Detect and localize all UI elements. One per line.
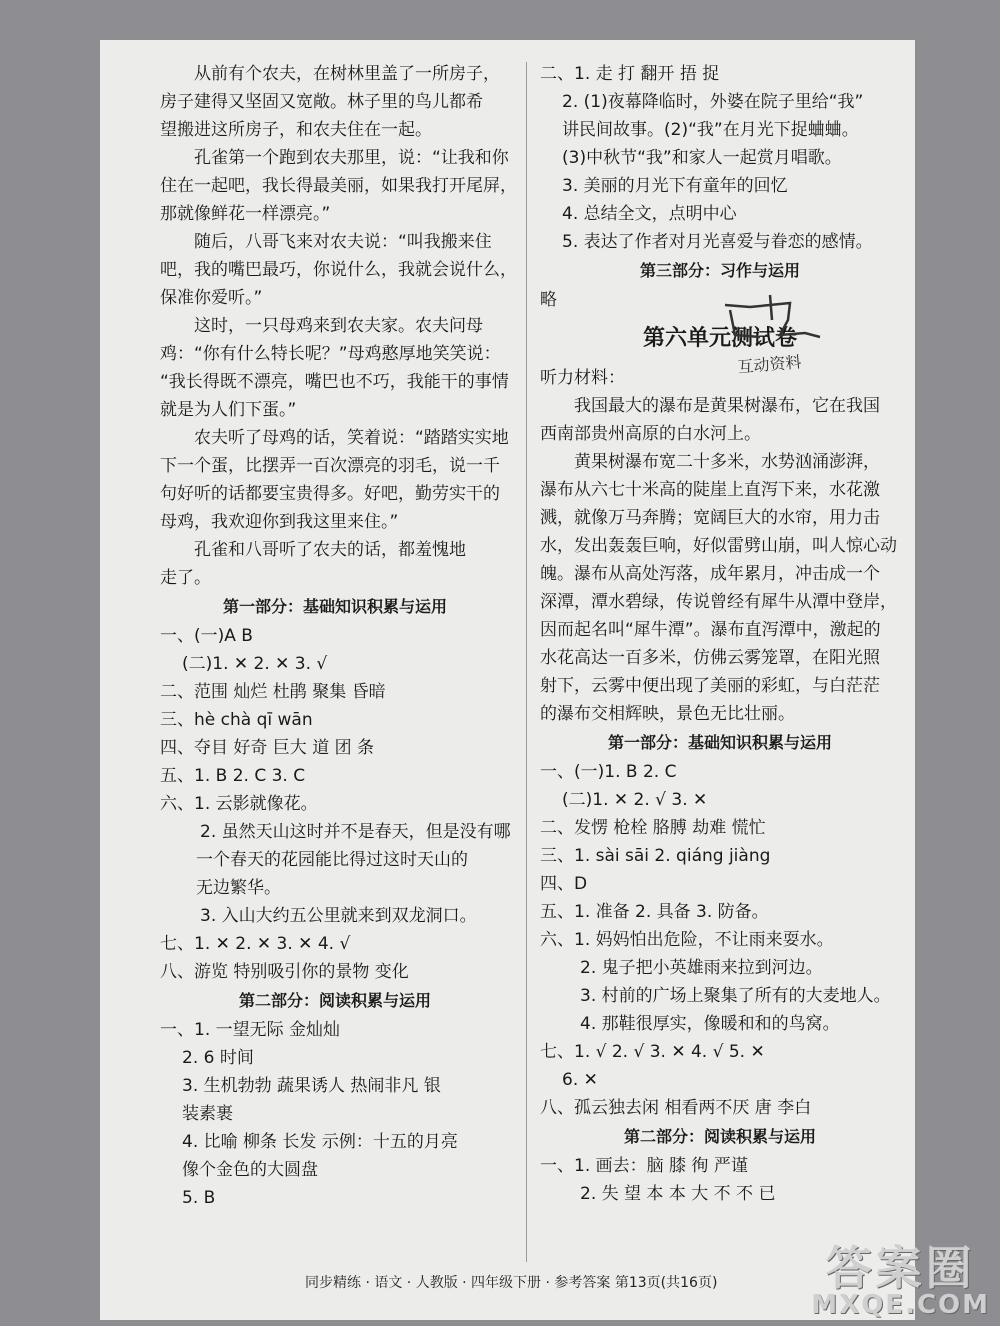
- text-line: 一、1. 画去：脑 膝 徇 严谨: [540, 1156, 748, 1176]
- section-heading: 第二部分：阅读积累与运用: [623, 1127, 816, 1146]
- text-line: 八、游览 特别吸引你的景物 变化: [160, 962, 409, 982]
- text-line: 2. 鬼子把小英雄雨来拉到河边。: [580, 958, 823, 978]
- text-line: 2. (1)夜幕降临时，外婆在院子里给“我”: [562, 92, 864, 112]
- right-column: [540, 60, 900, 1208]
- text-line: 吧，我的嘴巴最巧，你说什么，我就会说什么，: [160, 260, 517, 280]
- text-line: 瀑布从六七十米高的陡崖上直泻下来，水花激: [540, 480, 880, 500]
- text-line: 5. 表达了作者对月光喜爱与眷恋的感情。: [562, 232, 873, 252]
- text-line: 因而起名叫“犀牛潭”。瀑布直泻潭中，激起的: [540, 620, 881, 640]
- text-line: 水花高达一百多米，仿佛云雾笼罩，在阳光照: [540, 648, 880, 668]
- text-line: 这时，一只母鸡来到农夫家。农夫问母: [194, 316, 483, 336]
- text-line: 望搬进这所房子，和农夫住在一起。: [160, 120, 432, 140]
- text-line: (3)中秋节“我”和家人一起赏月唱歌。: [562, 148, 842, 168]
- text-line: 一、(一)A B: [160, 626, 253, 646]
- text-line: 溅，就像万马奔腾；宽阔巨大的水帘，用力击: [540, 508, 880, 528]
- text-line: 保准你爱听。”: [160, 288, 263, 308]
- text-line: 五、1. 准备 2. 具备 3. 防备。: [540, 902, 769, 922]
- text-line: 6. ✕: [562, 1070, 598, 1090]
- text-line: 3. 美丽的月光下有童年的回忆: [562, 176, 788, 196]
- text-line: (二)1. ✕ 2. ✕ 3. √: [182, 654, 328, 674]
- unit-title: 第六单元测试卷: [642, 326, 797, 351]
- text-line: 2. 6 时间: [182, 1048, 254, 1068]
- text-line: 住在一起吧，我长得最美丽，如果我打开尾屏，: [160, 176, 517, 196]
- text-line: 3. 生机勃勃 蔬果诱人 热闹非凡 银: [182, 1076, 441, 1096]
- text-line: 装素裹: [182, 1104, 233, 1124]
- handwritten-stamp: [710, 275, 830, 385]
- section-heading: 第三部分：习作与运用: [639, 261, 800, 280]
- text-line: 无边繁华。: [196, 878, 281, 898]
- text-line: 的瀑布交相辉映，景色无比壮丽。: [540, 704, 795, 724]
- text-line: 七、1. √ 2. √ 3. ✕ 4. √ 5. ✕: [540, 1042, 765, 1062]
- text-line: 孔雀第一个跑到农夫那里，说：“让我和你: [194, 148, 509, 168]
- text-line: 三、1. sài sāi 2. qiáng jiàng: [540, 846, 771, 866]
- section-heading: 第二部分：阅读积累与运用: [238, 991, 431, 1010]
- text-line: 略: [540, 290, 557, 310]
- text-line: 深潭，潭水碧绿，传说曾经有犀牛从潭中登岸，: [540, 592, 897, 612]
- answer-page: [100, 40, 915, 1320]
- text-line: 听力材料：: [540, 368, 625, 388]
- text-line: 4. 总结全文，点明中心: [562, 204, 737, 224]
- stamp-text: 互动资料: [736, 352, 803, 377]
- column-divider: [526, 62, 527, 1262]
- text-line: 四、夺目 好奇 巨大 道 团 条: [160, 738, 375, 758]
- watermark-logo: [811, 1241, 990, 1320]
- text-line: 讲民间故事。(2)“我”在月光下捉蛐蛐。: [562, 120, 859, 140]
- text-line: 那就像鲜花一样漂亮。”: [160, 204, 331, 224]
- text-line: 随后，八哥飞来对农夫说：“叫我搬来住: [194, 232, 492, 252]
- text-line: 2. 虽然天山这时并不是春天，但是没有哪: [200, 822, 511, 842]
- text-line: 六、1. 妈妈怕出危险，不让雨来耍水。: [540, 930, 834, 950]
- watermark-text: 答案圈: [825, 1241, 976, 1295]
- section-heading: 第一部分：基础知识积累与运用: [222, 597, 447, 616]
- section-heading: 第一部分：基础知识积累与运用: [607, 733, 832, 752]
- text-line: 二、范围 灿烂 杜鹃 聚集 昏暗: [160, 682, 386, 702]
- text-line: 2. 失 望 本 本 大 不 不 已: [580, 1184, 776, 1204]
- text-line: 水，发出轰轰巨响，好似雷劈山崩，叫人惊心动: [540, 536, 897, 556]
- text-line: 3. 村前的广场上聚集了所有的大麦地人。: [580, 986, 891, 1006]
- text-line: 孔雀和八哥听了农夫的话，都羞愧地: [194, 540, 466, 560]
- text-line: 魄。瀑布从高处泻落，成年累月，冲击成一个: [540, 564, 880, 584]
- text-line: 房子建得又坚固又宽敞。林子里的鸟儿都希: [160, 92, 483, 112]
- page-footer: 同步精练 · 语文 · 人教版 · 四年级下册 · 参考答案 第13页(共16页): [305, 1275, 718, 1291]
- text-line: 四、D: [540, 874, 588, 894]
- text-line: 一、1. 一望无际 金灿灿: [160, 1020, 341, 1040]
- text-line: 六、1. 云影就像花。: [160, 794, 318, 814]
- text-line: 一个春天的花园能比得过这时天山的: [196, 850, 468, 870]
- text-line: 3. 入山大约五公里就来到双龙洞口。: [200, 906, 477, 926]
- text-line: (二)1. ✕ 2. √ 3. ✕: [562, 790, 708, 810]
- text-line: 三、hè chà qī wān: [160, 710, 313, 730]
- text-line: 农夫听了母鸡的话，笑着说：“踏踏实实地: [194, 428, 509, 448]
- text-line: 5. B: [182, 1188, 216, 1208]
- text-line: 七、1. ✕ 2. ✕ 3. ✕ 4. √: [160, 934, 351, 954]
- text-line: 二、发愣 枪栓 胳膊 劫难 慌忙: [540, 818, 766, 838]
- text-line: 八、孤云独去闲 相看两不厌 唐 李白: [540, 1098, 812, 1118]
- text-line: 走了。: [160, 568, 211, 588]
- text-line: 射下，云雾中便出现了美丽的彩虹，与白茫茫: [540, 676, 880, 696]
- text-line: 就是为人们下蛋。”: [160, 400, 297, 420]
- text-line: 我国最大的瀑布是黄果树瀑布，它在我国: [574, 396, 880, 416]
- text-line: 4. 那鞋很厚实，像暖和和的鸟窝。: [580, 1014, 840, 1034]
- text-line: 下一个蛋，比摆弄一百次漂亮的羽毛，说一千: [160, 456, 500, 476]
- text-line: 西南部贵州高原的白水河上。: [540, 424, 761, 444]
- left-column: [160, 60, 517, 1212]
- text-line: 黄果树瀑布宽二十多米，水势汹涌澎湃，: [574, 452, 880, 472]
- text-line: “我长得既不漂亮，嘴巴也不巧，我能干的事情: [160, 372, 509, 392]
- text-line: 句好听的话都要宝贵得多。好吧，勤劳实干的: [160, 484, 500, 504]
- text-line: 母鸡，我欢迎你到我这里来住。”: [160, 512, 399, 532]
- text-line: 一、(一)1. B 2. C: [540, 762, 677, 782]
- text-line: 二、1. 走 打 翻开 捂 捉: [540, 64, 720, 84]
- text-line: 鸡：“你有什么特长呢？”母鸡憨厚地笑笑说：: [160, 344, 501, 364]
- text-line: 从前有个农夫，在树林里盖了一所房子，: [194, 64, 500, 84]
- text-line: 像个金色的大圆盘: [182, 1160, 318, 1180]
- watermark-url: MXQE.COM: [811, 1290, 990, 1320]
- text-line: 4. 比喻 柳条 长发 示例：十五的月亮: [182, 1132, 458, 1152]
- text-line: 五、1. B 2. C 3. C: [160, 766, 306, 786]
